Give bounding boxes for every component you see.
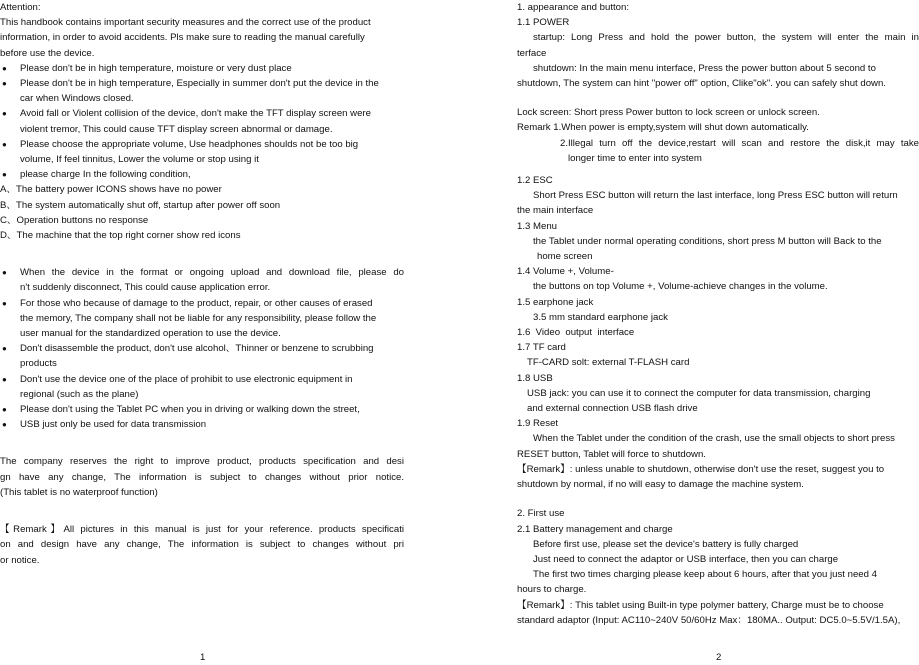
usb-text: USB jack: you can use it to connect the computer for data transmission, charging — [527, 387, 871, 399]
bullet-icon: ● — [2, 298, 7, 308]
bullet-item: ● Please don't be in high temperature, moisture or very dust place — [0, 61, 404, 76]
tf-card-text: TF-CARD solt: external T-FLASH card — [527, 357, 690, 369]
intro-line: before use the device. — [0, 47, 95, 59]
bullet-icon: ● — [2, 109, 7, 119]
bullet-item: ● Avoid fall or Violent collision of the device, don't make the TFT display screen were violent tremor, This could cause TFT display screen abnormal or damage. — [2, 108, 371, 135]
remark-line: or notice. — [0, 554, 40, 566]
battery-text: The first two times charging please keep about 6 hours, after that you just need 4 — [533, 569, 877, 581]
menu-text: home screen — [537, 251, 593, 263]
menu-text: the Tablet under normal operating conditions, short press M button will Back to the — [533, 235, 882, 247]
page-number: 2 — [716, 652, 722, 663]
battery-text: hours to charge. — [517, 584, 587, 596]
subsection-title: 1.4 Volume +, Volume- — [517, 266, 614, 278]
bullet-item: ● Please don't using the Tablet PC when you in driving or walking down the street, — [0, 402, 404, 417]
remark-2: longer time to enter into system — [568, 152, 702, 164]
reset-remark: 【Remark】: unless unable to shutdown, otherwise don't use the reset, suggest you to — [517, 463, 885, 475]
bullet-item: ● For those who because of damage to the product, repair, or other causes of erased the memory, The company shall not be liable for any responsibility, please follow the user manual for the standardized operation to use the device. — [2, 297, 377, 340]
power-startup: terface — [517, 47, 547, 59]
right-page — [517, 0, 919, 628]
battery-remark: 【Remark】: This tablet using Built-in type polymer battery, Charge must be to choose — [517, 599, 884, 611]
esc-text: the main interface — [517, 205, 594, 217]
condition-item: A、The battery power ICONS shows have no power — [0, 184, 222, 196]
company-notice-line: (This tablet is no waterproof function) — [0, 486, 158, 498]
volume-text: the buttons on top Volume +, Volume-achieve changes in the volume. — [533, 281, 828, 293]
bullet-item: ● Please choose the appropriate volume, Use headphones shoulds not be too big volume, If feel tinnitus, Lower the volume or stop using it — [2, 138, 359, 166]
bullet-item: ● Please don't be in high temperature, Especially in summer don't put the device in the car when Windows closed. — [2, 78, 379, 105]
subsection-title: 1.5 earphone jack — [517, 296, 594, 308]
company-notice-line: gn have any change, The information is subject to changes without prior notice. — [0, 471, 404, 483]
left-page — [0, 0, 404, 568]
subsection-title: 1.1 POWER — [517, 17, 570, 29]
bullet-icon: ● — [2, 268, 7, 278]
bullet-icon: ● — [2, 170, 7, 180]
subsection-title: 1.2 ESC — [517, 175, 553, 187]
condition-item: C、Operation buttons no response — [0, 214, 149, 226]
usb-text: and external connection USB flash drive — [527, 403, 698, 415]
bullet-item: ● please charge In the following condition, — [0, 167, 404, 182]
bullet-item: ● USB just only be used for data transmission — [0, 417, 404, 432]
intro-line: information, in order to avoid accidents. Pls make sure to reading the manual carefully — [0, 32, 365, 44]
earphone-text: 3.5 mm standard earphone jack — [533, 311, 668, 323]
condition-item: D、The machine that the top right corner show red icons — [0, 230, 241, 242]
remark-line: 【Remark】All pictures in this manual is just for your reference. products specificati — [0, 524, 404, 536]
lock-screen-text: Lock screen: Short press Power button to lock screen or unlock screen. — [517, 107, 820, 119]
subsection-title: 1.6 Video output interface — [517, 327, 635, 339]
bullet-icon: ● — [2, 405, 7, 415]
bullet-icon: ● — [2, 139, 7, 149]
bullet-icon: ● — [2, 79, 7, 89]
bullet-icon: ● — [2, 63, 7, 73]
remark-2: 2.Illegal turn off the device,restart will scan and restore the disk,it may take — [560, 137, 919, 149]
reset-text: RESET button, Tablet will force to shutdown. — [517, 448, 706, 460]
remark-1: Remark 1.When power is empty,system will shut down automatically. — [517, 122, 809, 134]
subsection-title: 1.7 TF card — [517, 342, 566, 354]
page-number: 1 — [200, 652, 206, 663]
esc-text: Short Press ESC button will return the last interface, long Press ESC button will return — [533, 190, 898, 202]
intro-line: This handbook contains important security measures and the correct use of the product — [0, 17, 371, 29]
bullet-icon: ● — [2, 420, 7, 430]
power-shutdown: shutdown: In the main menu interface, Press the power button about 5 second to — [533, 62, 876, 74]
section-heading: 2. First use — [517, 508, 565, 520]
bullet-item: ● When the device in the format or ongoing upload and download file, please do n't suddenly disconnect, This could cause application error. — [2, 267, 404, 294]
battery-text: Just need to connect the adaptor or USB interface, then you can charge — [533, 553, 839, 565]
reset-remark: shutdown by normal, if no will easy to damage the machine system. — [517, 479, 804, 491]
subsection-title: 1.9 Reset — [517, 418, 559, 430]
subsection-title: 1.3 Menu — [517, 220, 558, 232]
power-startup: startup: Long Press and hold the power button, the system will enter the main in — [533, 32, 919, 44]
attention-heading: Attention: — [0, 2, 41, 13]
remark-line: on and design have any change, The information is subject to changes without pri — [0, 539, 404, 551]
reset-text: When the Tablet under the condition of the crash, use the small objects to short press — [533, 433, 895, 445]
bullet-icon: ● — [2, 374, 7, 384]
bullet-icon: ● — [2, 344, 7, 354]
company-notice-line: The company reserves the right to improve product, products specification and desi — [0, 456, 404, 468]
battery-text: Before first use, please set the device's battery is fully charged — [533, 538, 799, 550]
battery-remark: standard adaptor (Input: AC110~240V 50/60Hz Max：180MA.. Output: DC5.0~5.5V/1.5A), — [517, 614, 901, 626]
bullet-item: ● Don't use the device one of the place of prohibit to use electronic equipment in regional (such as the plane) — [2, 373, 353, 400]
section-heading: 1. appearance and button: — [517, 2, 630, 13]
condition-item: B、The system automatically shut off, startup after power off soon — [0, 199, 281, 211]
subsection-title: 1.8 USB — [517, 372, 553, 384]
bullet-item: ● Don't disassemble the product, don't use alcohol、Thinner or benzene to scrubbing products — [2, 343, 374, 370]
subsection-title: 2.1 Battery management and charge — [517, 523, 673, 535]
power-shutdown: shutdown, The system can hint "power off" option, Clike"ok". you can safely shut down. — [517, 78, 886, 90]
